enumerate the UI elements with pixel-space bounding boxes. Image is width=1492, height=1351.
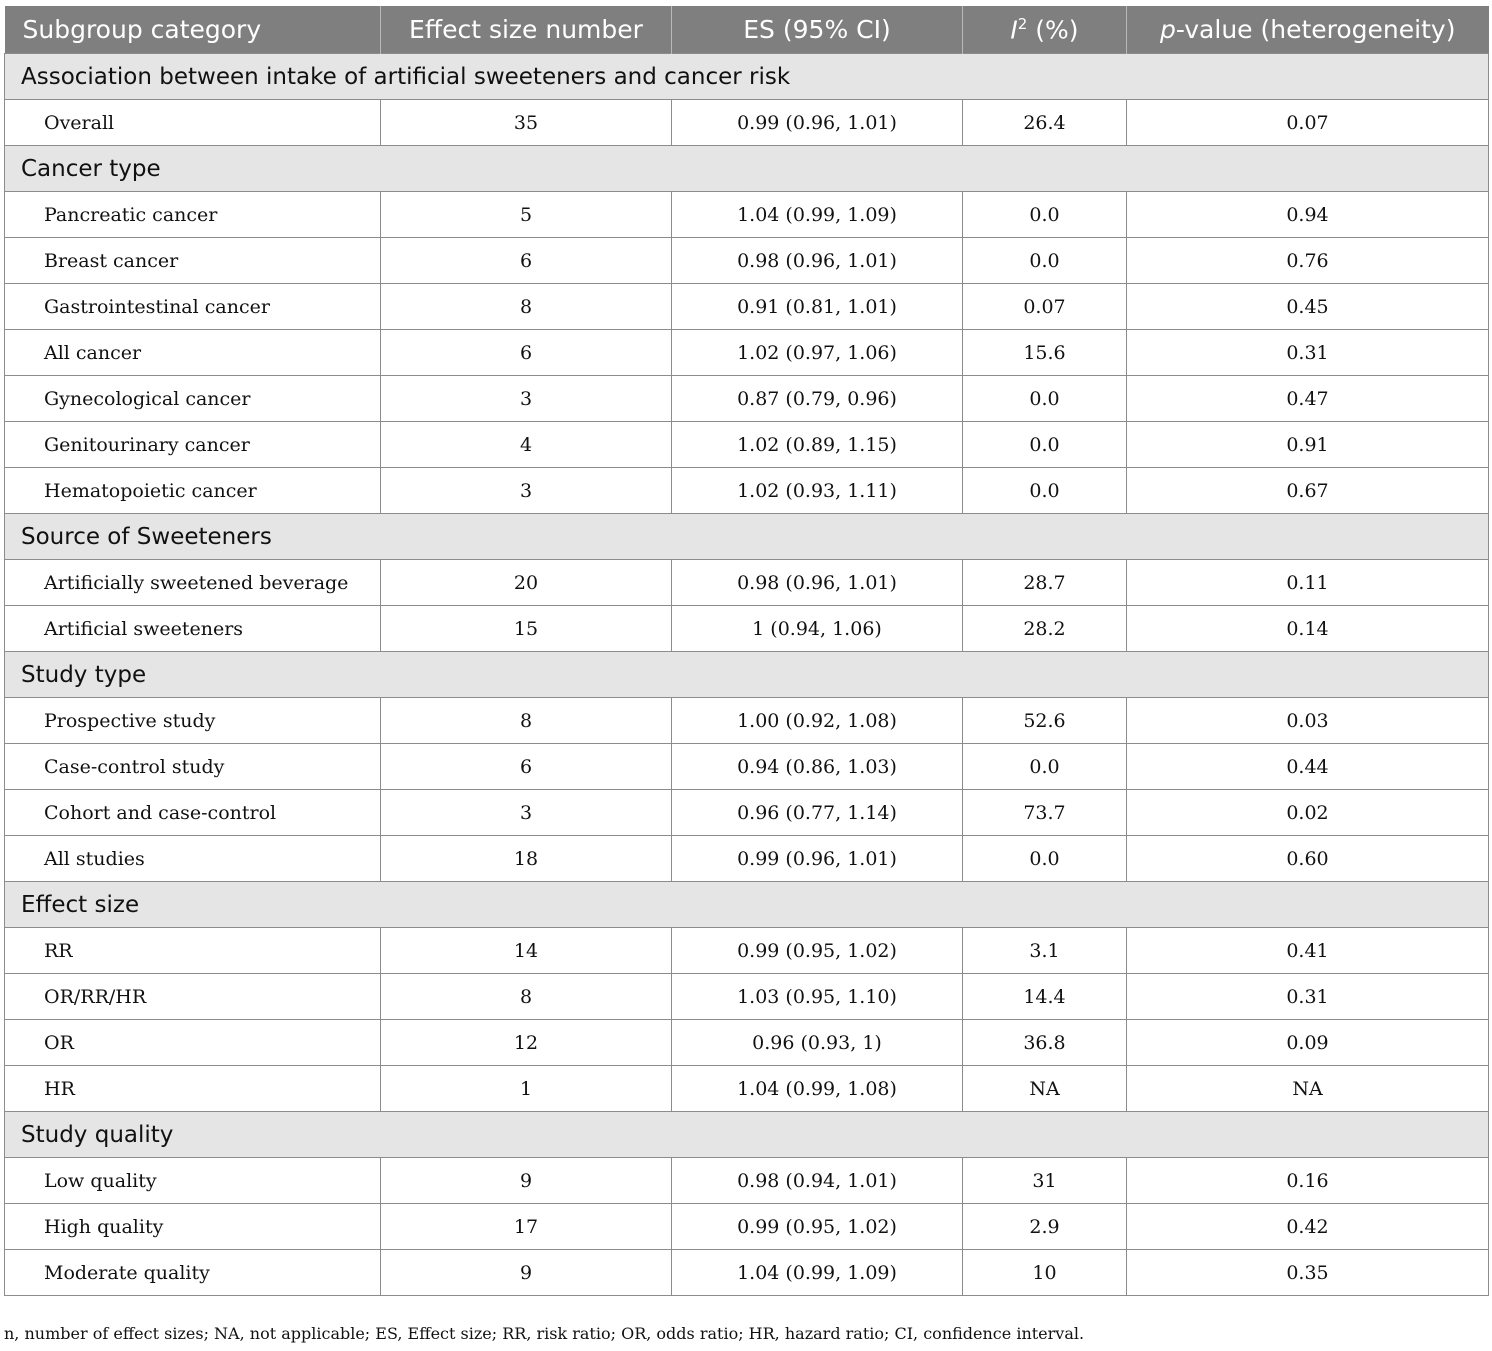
p-value-cell: 0.41 [1127,928,1489,974]
table-row [5,836,1489,882]
i-squared-cell: 28.7 [963,560,1127,606]
subgroup-cell: Cohort and case-control [5,790,381,836]
table-footnote: n, number of effect sizes; NA, not applicable; ES, Effect size; RR, risk ratio; OR, odds ratio; HR, hazard ratio; CI, confidence interval. [4,1324,1085,1343]
es-ci-cell: 1 (0.94, 1.06) [672,606,963,652]
i-squared-cell: 10 [963,1250,1127,1296]
i-squared-cell: 14.4 [963,974,1127,1020]
subgroup-cell: Breast cancer [5,238,381,284]
es-ci-cell: 1.03 (0.95, 1.10) [672,974,963,1020]
table-row [5,192,1489,238]
p-value-cell: 0.16 [1127,1158,1489,1204]
es-ci-cell: 0.99 (0.95, 1.02) [672,1204,963,1250]
p-value-cell: 0.14 [1127,606,1489,652]
es-ci-cell: 0.96 (0.77, 1.14) [672,790,963,836]
i-squared-cell: 28.2 [963,606,1127,652]
section-row [5,1112,1489,1158]
i-squared-cell: 0.0 [963,238,1127,284]
p-value-cell: 0.44 [1127,744,1489,790]
table-row [5,928,1489,974]
effect-size-number-cell: 3 [381,468,672,514]
subgroup-cell: Artificially sweetened beverage [5,560,381,606]
es-ci-cell: 1.04 (0.99, 1.08) [672,1066,963,1112]
effect-size-number-cell: 8 [381,974,672,1020]
subgroup-cell: RR [5,928,381,974]
subgroup-cell: Gastrointestinal cancer [5,284,381,330]
subgroup-cell: Artificial sweeteners [5,606,381,652]
es-ci-cell: 0.91 (0.81, 1.01) [672,284,963,330]
effect-size-number-cell: 4 [381,422,672,468]
header-subgroup-category: Subgroup category [5,6,381,54]
table-row [5,284,1489,330]
section-title: Effect size [5,882,1489,928]
effect-size-number-cell: 8 [381,698,672,744]
p-value-cell: 0.31 [1127,974,1489,1020]
i-squared-cell: 31 [963,1158,1127,1204]
section-row [5,54,1489,100]
i-squared-cell: 0.0 [963,192,1127,238]
header-effect-size-number: Effect size number [381,6,672,54]
effect-size-number-cell: 18 [381,836,672,882]
effect-size-number-cell: 35 [381,100,672,146]
effect-size-number-cell: 5 [381,192,672,238]
es-ci-cell: 1.04 (0.99, 1.09) [672,192,963,238]
effect-size-number-cell: 12 [381,1020,672,1066]
p-value-cell: NA [1127,1066,1489,1112]
section-title: Study type [5,652,1489,698]
subgroup-analysis-table [4,6,1489,1296]
i-squared-cell: 0.07 [963,284,1127,330]
subgroup-cell: Prospective study [5,698,381,744]
section-row [5,514,1489,560]
subgroup-cell: Pancreatic cancer [5,192,381,238]
table-header-row [5,6,1489,54]
subgroup-cell: Hematopoietic cancer [5,468,381,514]
subgroup-cell: All studies [5,836,381,882]
header-i-squared [963,6,1127,54]
table-row [5,238,1489,284]
p-value-cell: 0.07 [1127,100,1489,146]
es-ci-cell: 0.87 (0.79, 0.96) [672,376,963,422]
effect-size-number-cell: 1 [381,1066,672,1112]
table-row [5,1066,1489,1112]
i-squared-cell: 0.0 [963,422,1127,468]
p-value-cell: 0.42 [1127,1204,1489,1250]
es-ci-cell: 1.00 (0.92, 1.08) [672,698,963,744]
table-row [5,330,1489,376]
subgroup-cell: OR [5,1020,381,1066]
i-squared-cell: NA [963,1066,1127,1112]
table-row [5,790,1489,836]
section-row [5,146,1489,192]
subgroup-cell: HR [5,1066,381,1112]
section-title: Cancer type [5,146,1489,192]
p-value-cell: 0.94 [1127,192,1489,238]
p-value-cell: 0.60 [1127,836,1489,882]
effect-size-number-cell: 3 [381,376,672,422]
effect-size-number-cell: 6 [381,330,672,376]
table-row [5,606,1489,652]
es-ci-cell: 1.04 (0.99, 1.09) [672,1250,963,1296]
es-ci-cell: 0.99 (0.96, 1.01) [672,100,963,146]
header-i-percent: (%) [1027,15,1079,45]
es-ci-cell: 0.99 (0.95, 1.02) [672,928,963,974]
subgroup-cell: All cancer [5,330,381,376]
i-squared-cell: 0.0 [963,376,1127,422]
effect-size-number-cell: 9 [381,1158,672,1204]
es-ci-cell: 0.96 (0.93, 1) [672,1020,963,1066]
i-squared-cell: 15.6 [963,330,1127,376]
es-ci-cell: 0.99 (0.96, 1.01) [672,836,963,882]
subgroup-cell: Case-control study [5,744,381,790]
i-squared-cell: 3.1 [963,928,1127,974]
effect-size-number-cell: 17 [381,1204,672,1250]
i-squared-cell: 36.8 [963,1020,1127,1066]
section-title: Study quality [5,1112,1489,1158]
section-row [5,652,1489,698]
header-p-letter: p [1160,15,1176,44]
table-body [5,54,1489,1296]
section-title: Association between intake of artificial sweeteners and cancer risk [5,54,1489,100]
i-squared-cell: 26.4 [963,100,1127,146]
header-p-value [1127,6,1489,54]
p-value-cell: 0.47 [1127,376,1489,422]
p-value-cell: 0.03 [1127,698,1489,744]
p-value-cell: 0.45 [1127,284,1489,330]
es-ci-cell: 0.98 (0.96, 1.01) [672,238,963,284]
table-row [5,698,1489,744]
header-p-rest: -value (heterogeneity) [1175,15,1456,44]
table-row [5,100,1489,146]
results-table-container [4,6,1488,1296]
effect-size-number-cell: 6 [381,238,672,284]
header-es-ci: ES (95% CI) [672,6,963,54]
table-row [5,1204,1489,1250]
table-row [5,744,1489,790]
effect-size-number-cell: 8 [381,284,672,330]
subgroup-cell: Genitourinary cancer [5,422,381,468]
table-row [5,376,1489,422]
table-row [5,974,1489,1020]
es-ci-cell: 0.98 (0.96, 1.01) [672,560,963,606]
i-squared-cell: 0.0 [963,468,1127,514]
i-squared-cell: 0.0 [963,744,1127,790]
table-row [5,422,1489,468]
subgroup-cell: Gynecological cancer [5,376,381,422]
effect-size-number-cell: 14 [381,928,672,974]
p-value-cell: 0.31 [1127,330,1489,376]
p-value-cell: 0.67 [1127,468,1489,514]
section-title: Source of Sweeteners [5,514,1489,560]
table-row [5,468,1489,514]
table-row [5,560,1489,606]
effect-size-number-cell: 15 [381,606,672,652]
effect-size-number-cell: 20 [381,560,672,606]
i-squared-cell: 2.9 [963,1204,1127,1250]
i-squared-cell: 52.6 [963,698,1127,744]
table-row [5,1020,1489,1066]
effect-size-number-cell: 6 [381,744,672,790]
i-squared-cell: 0.0 [963,836,1127,882]
p-value-cell: 0.35 [1127,1250,1489,1296]
subgroup-cell: Overall [5,100,381,146]
subgroup-cell: Moderate quality [5,1250,381,1296]
es-ci-cell: 0.98 (0.94, 1.01) [672,1158,963,1204]
es-ci-cell: 0.94 (0.86, 1.03) [672,744,963,790]
section-row [5,882,1489,928]
i-squared-cell: 73.7 [963,790,1127,836]
subgroup-cell: Low quality [5,1158,381,1204]
subgroup-cell: High quality [5,1204,381,1250]
p-value-cell: 0.09 [1127,1020,1489,1066]
effect-size-number-cell: 9 [381,1250,672,1296]
header-i-superscript: 2 [1017,14,1028,33]
header-i-letter: I [1010,15,1018,45]
p-value-cell: 0.11 [1127,560,1489,606]
p-value-cell: 0.02 [1127,790,1489,836]
table-row [5,1158,1489,1204]
table-row [5,1250,1489,1296]
es-ci-cell: 1.02 (0.93, 1.11) [672,468,963,514]
es-ci-cell: 1.02 (0.97, 1.06) [672,330,963,376]
subgroup-cell: OR/RR/HR [5,974,381,1020]
p-value-cell: 0.76 [1127,238,1489,284]
es-ci-cell: 1.02 (0.89, 1.15) [672,422,963,468]
effect-size-number-cell: 3 [381,790,672,836]
p-value-cell: 0.91 [1127,422,1489,468]
